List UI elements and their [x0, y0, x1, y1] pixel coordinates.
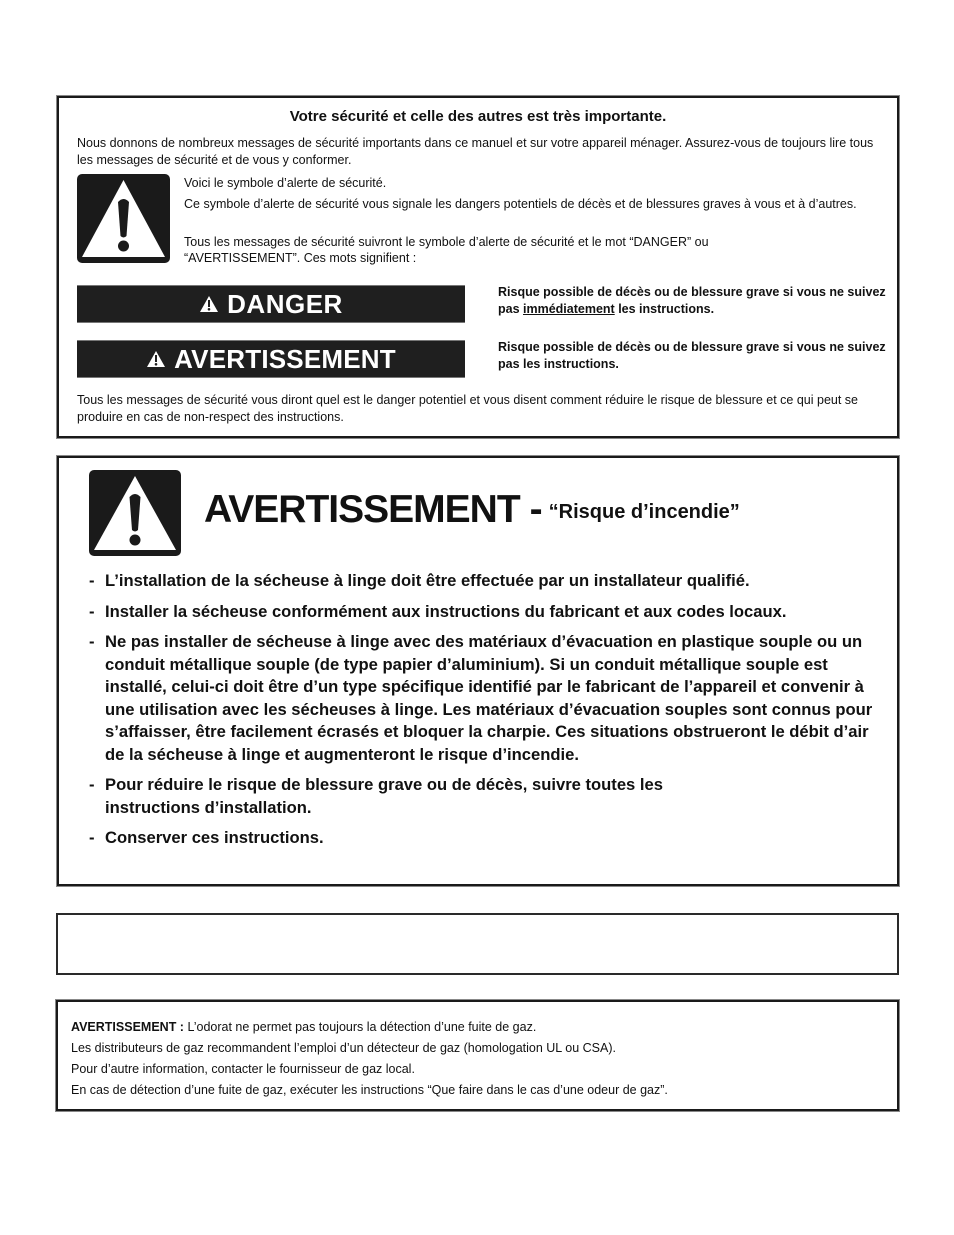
bullet-dash: -	[89, 775, 95, 794]
danger-triangle-icon	[199, 295, 219, 313]
list-item-text: Installer la sécheuse conformément aux instructions du fabricant et aux codes locaux.	[105, 601, 787, 621]
gas-notice-box	[56, 1000, 899, 1111]
warning-description: Risque possible de décès ou de blessure grave si vous ne suivez pas les instructions.	[498, 340, 886, 371]
danger-banner	[77, 285, 465, 323]
safety-footer: Tous les messages de sécurité vous diront quel est le danger potentiel et vous disent comment réduire le risque de blessure et ce qui peut se produire en cas de non-respect des instructions.	[77, 393, 858, 424]
list-item	[89, 601, 879, 624]
list-item-text: Ne pas installer de sécheuse à linge avec des matériaux d’évacuation en plastique souple ou un conduit métallique souple (de type papier d’aluminium). Si un conduit métallique souple est installé, celui-ci doit être d’un type spécifique identifié par le fabricant de l’appareil et convenir à une utilisation avec les sécheuses à linge. Les matériaux d’évacuation souples sont connus pour s’affaisser, être facilement écrasés et bloquer la charpie. Ces situations obstrueront le débit d’air de la sécheuse à linge et augmenteront le risque d’incendie.	[105, 632, 873, 764]
danger-desc-part2: les instructions.	[614, 302, 715, 316]
list-item-text: L’installation de la sécheuse à linge doit être effectuée par un installateur qualifié.	[105, 571, 750, 590]
fire-warning-box	[57, 456, 899, 886]
heading-dash: -	[529, 488, 543, 531]
danger-desc-emphasis: immédiatement	[523, 302, 615, 316]
gas-notice-text1: L’odorat ne permet pas toujours la détection d’une fuite de gaz.	[183, 1020, 537, 1034]
safety-info-box	[57, 96, 899, 438]
warning-label: AVERTISSEMENT	[174, 343, 396, 374]
bullet-dash: -	[89, 828, 95, 847]
list-item	[89, 570, 879, 593]
gas-notice-line1	[71, 1017, 668, 1038]
list-item-text: Conserver ces instructions.	[105, 828, 324, 847]
gas-notice-lines	[71, 1017, 668, 1101]
list-item	[89, 827, 879, 850]
alert-words-line: Tous les messages de sécurité suivront le symbole d’alerte de sécurité et le mot “DANGER” ou “AVERTISSEMENT”. Ces mots signifient :	[184, 235, 709, 265]
safety-title: Votre sécurité et celle des autres est très importante.	[289, 108, 667, 125]
fire-warning-title: AVERTISSEMENT	[204, 488, 520, 531]
list-item-text: Pour réduire le risque de blessure grave ou de décès, suivre toutes les instructions d’installation.	[105, 775, 663, 817]
fire-warning-list	[89, 570, 879, 858]
bullet-dash: -	[89, 632, 95, 651]
alert-meaning-line: Ce symbole d’alerte de sécurité vous signale les dangers potentiels de décès et de blessures graves à vous et à d’autres.	[184, 197, 857, 211]
list-item	[89, 631, 879, 766]
warning-small-triangle-icon	[146, 350, 166, 368]
gas-notice-line2: Les distributeurs de gaz recommandent l’emploi d’un détecteur de gaz (homologation UL ou CSA).	[71, 1041, 616, 1055]
empty-box	[56, 913, 899, 975]
safety-alert-triangle-icon	[77, 174, 170, 263]
danger-desc-part1: Risque possible de décès ou de blessure grave si vous ne suivez pas	[498, 285, 886, 316]
gas-notice-line4: En cas de détection d’une fuite de gaz, exécuter les instructions “Que faire dans le cas d’une odeur de gaz”.	[71, 1083, 668, 1097]
bullet-dash: -	[89, 601, 95, 621]
gas-notice-label: AVERTISSEMENT :	[71, 1020, 184, 1034]
fire-warning-heading	[204, 488, 740, 532]
warning-banner	[77, 340, 465, 378]
danger-description	[498, 284, 893, 318]
gas-notice-line3: Pour d’autre information, contacter le fournisseur de gaz local.	[71, 1062, 415, 1076]
warning-triangle-icon	[89, 470, 181, 556]
list-item	[89, 774, 879, 819]
danger-label: DANGER	[227, 288, 343, 319]
alert-symbol-line: Voici le symbole d’alerte de sécurité.	[184, 176, 387, 190]
bullet-dash: -	[89, 571, 95, 590]
safety-intro: Nous donnons de nombreux messages de sécurité importants dans ce manuel et sur votre appareil ménager. Assurez-vous de toujours lire tous les messages de sécurité et de vous y conformer.	[77, 136, 874, 167]
fire-warning-subtitle: “Risque d’incendie”	[548, 501, 740, 523]
